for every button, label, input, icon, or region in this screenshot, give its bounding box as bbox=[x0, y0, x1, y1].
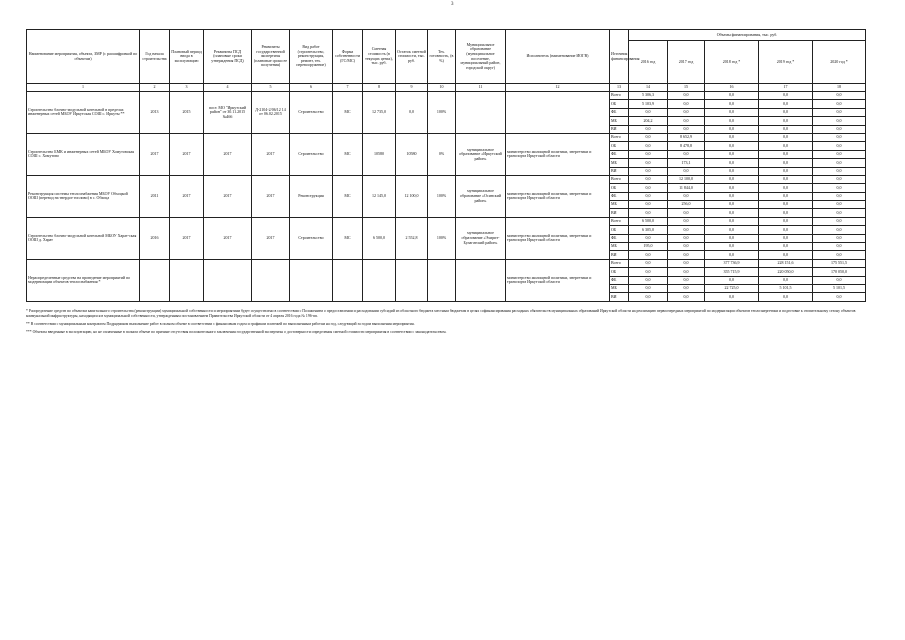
funding-value: 0,0 bbox=[668, 117, 705, 125]
header-fin-source: Источник финансирования bbox=[610, 30, 629, 84]
funding-value: 5 101,5 bbox=[759, 284, 813, 292]
funding-value: 0,0 bbox=[629, 276, 668, 284]
funding-value: 0,0 bbox=[668, 243, 705, 251]
header-year-2017: 2017 год bbox=[668, 41, 705, 84]
funding-value: 0,0 bbox=[668, 226, 705, 234]
investment-program-table bbox=[26, 29, 866, 302]
funding-value: 0,0 bbox=[668, 100, 705, 108]
funding-value: 0,0 bbox=[705, 243, 759, 251]
funding-value: 0,0 bbox=[668, 150, 705, 158]
row-start-year: 2017 bbox=[140, 133, 170, 175]
row-name: Строительство блочно-модульной котельной в пределах инженерных сетей МБОУ Иркутская СОШ с. Иркуты ** bbox=[27, 92, 140, 134]
funding-value: 0,0 bbox=[668, 192, 705, 200]
funding-value: 22 725,0 bbox=[705, 284, 759, 292]
funding-value: 0,0 bbox=[668, 276, 705, 284]
funding-value: 0,0 bbox=[759, 100, 813, 108]
source-label: Всего bbox=[610, 217, 629, 225]
row-remaining-cost bbox=[396, 259, 428, 301]
funding-value: 0,0 bbox=[668, 259, 705, 267]
funding-value: 0,0 bbox=[705, 184, 759, 192]
funding-value: 0,0 bbox=[629, 192, 668, 200]
col-num: 13 bbox=[610, 84, 629, 92]
funding-value: 0,0 bbox=[668, 209, 705, 217]
funding-value: 0,0 bbox=[759, 159, 813, 167]
source-label: МБ bbox=[610, 201, 629, 209]
funding-value: 0,0 bbox=[813, 175, 866, 183]
funding-value: 0,0 bbox=[705, 192, 759, 200]
funding-value: 0,0 bbox=[813, 150, 866, 158]
funding-value: 0,0 bbox=[668, 167, 705, 175]
row-psd: 2017 bbox=[204, 133, 252, 175]
funding-value: 0,0 bbox=[668, 284, 705, 292]
funding-value: 0,0 bbox=[668, 92, 705, 100]
footnotes bbox=[26, 309, 866, 339]
funding-value: 0,0 bbox=[705, 117, 759, 125]
source-label: ВИ bbox=[610, 293, 629, 301]
funding-value: 0,0 bbox=[629, 108, 668, 116]
row-commission-year: 2017 bbox=[170, 175, 204, 217]
funding-value: 0,0 bbox=[668, 217, 705, 225]
row-expertise: Д-2104-2/06/12 14 от 06.02.2015 bbox=[252, 92, 290, 134]
funding-value: 173,1 bbox=[668, 159, 705, 167]
funding-value: 0,0 bbox=[668, 108, 705, 116]
funding-value: 0,0 bbox=[668, 251, 705, 259]
row-commission-year: 2017 bbox=[170, 217, 204, 259]
source-label: ВИ bbox=[610, 167, 629, 175]
funding-value: 0,0 bbox=[759, 150, 813, 158]
row-ownership: МС bbox=[333, 217, 363, 259]
funding-value: 0,0 bbox=[629, 125, 668, 133]
row-readiness bbox=[428, 259, 456, 301]
col-num: 16 bbox=[705, 84, 759, 92]
source-label: МБ bbox=[610, 117, 629, 125]
funding-value: 5 101,5 bbox=[813, 284, 866, 292]
row-ownership: МС bbox=[333, 133, 363, 175]
funding-value: 0,0 bbox=[705, 209, 759, 217]
col-num: 5 bbox=[252, 84, 290, 92]
funding-value: 0,0 bbox=[705, 100, 759, 108]
row-estimate-cost: 10580 bbox=[363, 133, 396, 175]
row-ownership bbox=[333, 259, 363, 301]
funding-value: 0,0 bbox=[668, 293, 705, 301]
header-year-2018: 2018 год * bbox=[705, 41, 759, 84]
row-work-type: Строительство bbox=[290, 92, 333, 134]
row-estimate-cost: 6 500,0 bbox=[363, 217, 396, 259]
col-num: 4 bbox=[204, 84, 252, 92]
funding-value: 0,0 bbox=[629, 293, 668, 301]
row-municipality: муниципальное образование «Иркутский район» bbox=[456, 133, 506, 175]
funding-value: 0,0 bbox=[813, 92, 866, 100]
funding-value: 0,0 bbox=[813, 243, 866, 251]
header-psd: Реквизиты ПСД (плановые сроки утверждения ПСД) bbox=[204, 30, 252, 84]
funding-value: 0,0 bbox=[813, 133, 866, 141]
funding-value: 0,0 bbox=[813, 209, 866, 217]
header-remaining-cost: Остаток сметной стоимости, тыс. руб. bbox=[396, 30, 428, 84]
source-label: ФБ bbox=[610, 192, 629, 200]
row-work-type: Строительство bbox=[290, 217, 333, 259]
row-name: Нераспределенные средства на проведение мероприятий по модернизации объектов теплоснабжения * bbox=[27, 259, 140, 301]
funding-value: 8 478,8 bbox=[668, 142, 705, 150]
col-num: 2 bbox=[140, 84, 170, 92]
funding-value: 0,0 bbox=[629, 150, 668, 158]
funding-value: 256,0 bbox=[668, 201, 705, 209]
funding-value: 0,0 bbox=[705, 175, 759, 183]
funding-value: 0,0 bbox=[629, 284, 668, 292]
funding-value: 0,0 bbox=[629, 268, 668, 276]
funding-value: 220 050,0 bbox=[759, 268, 813, 276]
header-work-type: Вид работ (строительство, реконструкция, ремонт, тех. перевооружение) bbox=[290, 30, 333, 84]
row-municipality bbox=[456, 92, 506, 134]
funding-value: 0,0 bbox=[813, 276, 866, 284]
funding-value: 0,0 bbox=[759, 92, 813, 100]
header-developer: Исполнитель (наименование ИОГВ) bbox=[506, 30, 610, 84]
funding-value: 0,0 bbox=[705, 201, 759, 209]
row-psd: 2017 bbox=[204, 175, 252, 217]
header-year-2020: 2020 год * bbox=[813, 41, 866, 84]
funding-value: 0,0 bbox=[759, 276, 813, 284]
row-readiness: 100% bbox=[428, 217, 456, 259]
funding-value: 0,0 bbox=[705, 276, 759, 284]
funding-value: 0,0 bbox=[705, 217, 759, 225]
row-start-year: 2016 bbox=[140, 217, 170, 259]
row-expertise: 2017 bbox=[252, 175, 290, 217]
row-readiness: 100% bbox=[428, 92, 456, 134]
row-expertise: 2017 bbox=[252, 133, 290, 175]
source-label: Всего bbox=[610, 175, 629, 183]
footnote: * Распределение средств по объектам капитального строительства (реконструкции) муниципальной собственности и мероприятиям будет осуществлено в соответствии с Положением о предоставлении и расходовании субсидий из областного бюджета местным бюджетам в целях софинансирования расходных обязательств муниципальных образований Иркутской области на реализацию первоочередных мероприятий по модернизации объектов теплоэнергетики и подготовке к отопительному сезону объектов коммунальной инфраструктуры, находящихся в муниципальной собственности, утвержденным постановлением Правительства Иркутской области от 4 апреля 2016 года № 196-пп. bbox=[26, 309, 856, 319]
funding-value: 0,0 bbox=[629, 259, 668, 267]
funding-value: 0,0 bbox=[629, 184, 668, 192]
funding-value: 0,0 bbox=[813, 226, 866, 234]
funding-value: 5 306,3 bbox=[629, 92, 668, 100]
funding-value: 0,0 bbox=[705, 167, 759, 175]
funding-value: 0,0 bbox=[759, 133, 813, 141]
col-num: 10 bbox=[428, 84, 456, 92]
header-year-2019: 2019 год * bbox=[759, 41, 813, 84]
row-work-type bbox=[290, 259, 333, 301]
source-label: ФБ bbox=[610, 150, 629, 158]
row-municipality: муниципальное образование «Осинский район» bbox=[456, 175, 506, 217]
page-number: 3 bbox=[451, 2, 454, 7]
footnote: ** В соответствии с муниципальным контрактом Подрядчиком выполнение работ в полном объеме в соответствии с финансовым годом и графиком платежей по выполненным работам на год, следующий за годом выполнения мероприятия. bbox=[26, 322, 415, 327]
col-num: 12 bbox=[506, 84, 610, 92]
footnote: *** Объекты введенные в эксплуатацию, но не оплаченные в полном объеме по причине отсутствия положительного заключения государственной экспертизы о достоверности определения сметной стоимости мероприятия в соответствии с законодательством. bbox=[26, 330, 447, 335]
funding-value: 0,0 bbox=[813, 167, 866, 175]
funding-value: 0,0 bbox=[813, 234, 866, 242]
funding-value: 0,0 bbox=[668, 234, 705, 242]
row-start-year bbox=[140, 259, 170, 301]
funding-value: 0,0 bbox=[668, 268, 705, 276]
source-label: ОБ bbox=[610, 142, 629, 150]
source-label: ОБ bbox=[610, 100, 629, 108]
funding-value: 0,0 bbox=[705, 234, 759, 242]
funding-value: 0,0 bbox=[705, 125, 759, 133]
table-row bbox=[27, 133, 866, 141]
funding-value: 0,0 bbox=[759, 251, 813, 259]
funding-value: 0,0 bbox=[813, 201, 866, 209]
col-num: 17 bbox=[759, 84, 813, 92]
table-row bbox=[27, 259, 866, 267]
funding-value: 0,0 bbox=[705, 92, 759, 100]
funding-value: 0,0 bbox=[705, 226, 759, 234]
row-ownership: МС bbox=[333, 175, 363, 217]
col-num: 9 bbox=[396, 84, 428, 92]
row-readiness: 0% bbox=[428, 133, 456, 175]
header-ownership: Форма собственности (ГС/МС) bbox=[333, 30, 363, 84]
funding-value: 0,0 bbox=[813, 100, 866, 108]
row-remaining-cost: 10580 bbox=[396, 133, 428, 175]
row-remaining-cost: 2 552,8 bbox=[396, 217, 428, 259]
funding-value: 204,2 bbox=[629, 117, 668, 125]
funding-value: 228 151,6 bbox=[759, 259, 813, 267]
row-developer: министерство жилищной политики, энергетики и транспорта Иркутской области bbox=[506, 175, 610, 217]
col-num: 14 bbox=[629, 84, 668, 92]
col-num: 18 bbox=[813, 84, 866, 92]
funding-value: 0,0 bbox=[759, 175, 813, 183]
header-expertise: Реквизиты государственной экспертизы (плановые сроки ее получения) bbox=[252, 30, 290, 84]
header-name: Наименование мероприятия, объекта, ЗМР (с расшифровкой по объектам) bbox=[27, 30, 140, 84]
funding-value: 0,0 bbox=[759, 209, 813, 217]
row-readiness: 100% bbox=[428, 175, 456, 217]
source-label: Всего bbox=[610, 259, 629, 267]
funding-value: 6 305,0 bbox=[629, 226, 668, 234]
funding-value: 0,0 bbox=[668, 125, 705, 133]
funding-value: 0,0 bbox=[759, 184, 813, 192]
funding-value: 0,0 bbox=[629, 234, 668, 242]
funding-value: 0,0 bbox=[759, 142, 813, 150]
source-label: ВИ bbox=[610, 125, 629, 133]
row-psd: 2017 bbox=[204, 217, 252, 259]
source-label: ВИ bbox=[610, 251, 629, 259]
column-number-row bbox=[27, 84, 866, 92]
table-row bbox=[27, 175, 866, 183]
header-start-year: Год начала строительства bbox=[140, 30, 170, 84]
row-work-type: Строительство bbox=[290, 133, 333, 175]
row-name: Строительство блочно-модульной котельной МБОУ Харат-ская ООШ д. Харат bbox=[27, 217, 140, 259]
source-label: ФБ bbox=[610, 108, 629, 116]
row-commission-year bbox=[170, 259, 204, 301]
source-label: Всего bbox=[610, 92, 629, 100]
funding-value: 0,0 bbox=[629, 167, 668, 175]
row-remaining-cost: 0,0 bbox=[396, 92, 428, 134]
source-label: ВИ bbox=[610, 209, 629, 217]
funding-value: 170 050,0 bbox=[813, 268, 866, 276]
row-start-year: 2011 bbox=[140, 175, 170, 217]
row-commission-year: 2017 bbox=[170, 133, 204, 175]
header-year-2016: 2016 год bbox=[629, 41, 668, 84]
funding-value: 0,0 bbox=[813, 192, 866, 200]
source-label: ФБ bbox=[610, 276, 629, 284]
funding-value: 0,0 bbox=[813, 117, 866, 125]
funding-value: 8 652,9 bbox=[668, 133, 705, 141]
row-ownership: МС bbox=[333, 92, 363, 134]
col-num: 8 bbox=[363, 84, 396, 92]
funding-value: 0,0 bbox=[759, 201, 813, 209]
funding-value: 0,0 bbox=[629, 133, 668, 141]
col-num: 15 bbox=[668, 84, 705, 92]
row-psd bbox=[204, 259, 252, 301]
col-num: 7 bbox=[333, 84, 363, 92]
header-readiness: Тех. готовность, (в %) bbox=[428, 30, 456, 84]
funding-value: 0,0 bbox=[705, 142, 759, 150]
row-name: Реконструкция системы теплоснабжения МБОУ Обхоцкой ООШ (перевод на твердое топливо) в с. Обхоца bbox=[27, 175, 140, 217]
funding-value: 0,0 bbox=[629, 209, 668, 217]
funding-value: 6 500,0 bbox=[629, 217, 668, 225]
row-municipality: муниципальное образование «Эхирит-Булагатский район» bbox=[456, 217, 506, 259]
funding-value: 175 551,5 bbox=[813, 259, 866, 267]
funding-value: 0,0 bbox=[759, 192, 813, 200]
row-commission-year: 2015 bbox=[170, 92, 204, 134]
funding-value: 0,0 bbox=[629, 175, 668, 183]
funding-value: 0,0 bbox=[629, 251, 668, 259]
funding-value: 0,0 bbox=[813, 217, 866, 225]
source-label: МБ bbox=[610, 243, 629, 251]
table-row bbox=[27, 92, 866, 100]
funding-value: 0,0 bbox=[759, 108, 813, 116]
col-num: 1 bbox=[27, 84, 140, 92]
row-psd: пост. МО "Иркутский район" от 30.11.2015 №466 bbox=[204, 92, 252, 134]
row-work-type: Реконструкция bbox=[290, 175, 333, 217]
source-label: Всего bbox=[610, 133, 629, 141]
row-developer: министерство жилищной политики, энергетики и транспорта Иркутской области bbox=[506, 259, 610, 301]
funding-value: 0,0 bbox=[705, 251, 759, 259]
source-label: ФБ bbox=[610, 234, 629, 242]
funding-value: 11 844,0 bbox=[668, 184, 705, 192]
funding-value: 0,0 bbox=[705, 150, 759, 158]
funding-value: 0,0 bbox=[759, 234, 813, 242]
row-expertise: 2017 bbox=[252, 217, 290, 259]
row-developer bbox=[506, 92, 610, 134]
table-row bbox=[27, 217, 866, 225]
funding-value: 0,0 bbox=[759, 217, 813, 225]
header-row-top bbox=[27, 30, 866, 41]
row-estimate-cost: 12 735,0 bbox=[363, 92, 396, 134]
funding-value: 0,0 bbox=[813, 142, 866, 150]
funding-value: 0,0 bbox=[705, 159, 759, 167]
funding-value: 355 715,9 bbox=[705, 268, 759, 276]
row-developer: министерство жилищной политики, энергетики и транспорта Иркутской области bbox=[506, 217, 610, 259]
funding-value: 0,0 bbox=[759, 226, 813, 234]
source-label: ОБ bbox=[610, 226, 629, 234]
funding-value: 195,0 bbox=[629, 243, 668, 251]
col-num: 3 bbox=[170, 84, 204, 92]
funding-value: 12 100,0 bbox=[668, 175, 705, 183]
funding-value: 0,0 bbox=[705, 293, 759, 301]
header-funding-group: Объемы финансирования, тыс. руб. bbox=[629, 30, 866, 41]
row-estimate-cost bbox=[363, 259, 396, 301]
header-estimate-cost: Сметная стоимость (в текущих ценах), тыс. руб. bbox=[363, 30, 396, 84]
funding-value: 0,0 bbox=[705, 108, 759, 116]
table-body bbox=[27, 92, 866, 302]
col-num: 6 bbox=[290, 84, 333, 92]
source-label: ОБ bbox=[610, 184, 629, 192]
row-developer: министерство жилищной политики, энергетики и транспорта Иркутской области bbox=[506, 133, 610, 175]
funding-value: 0,0 bbox=[813, 293, 866, 301]
funding-value: 0,0 bbox=[759, 125, 813, 133]
funding-value: 0,0 bbox=[813, 184, 866, 192]
source-label: МБ bbox=[610, 284, 629, 292]
funding-value: 0,0 bbox=[813, 125, 866, 133]
row-remaining-cost: 12 100,0 bbox=[396, 175, 428, 217]
row-municipality bbox=[456, 259, 506, 301]
row-estimate-cost: 12 145,0 bbox=[363, 175, 396, 217]
funding-value: 0,0 bbox=[629, 159, 668, 167]
source-label: МБ bbox=[610, 159, 629, 167]
source-label: ОБ bbox=[610, 268, 629, 276]
row-start-year: 2013 bbox=[140, 92, 170, 134]
row-name: Строительство БМК и инженерных сетей МБОУ Хомутовская СОШ с. Хомутово bbox=[27, 133, 140, 175]
funding-value: 0,0 bbox=[813, 251, 866, 259]
funding-value: 0,0 bbox=[629, 142, 668, 150]
row-expertise bbox=[252, 259, 290, 301]
funding-value: 0,0 bbox=[759, 243, 813, 251]
funding-value: 5 103,9 bbox=[629, 100, 668, 108]
header-commission-year: Плановый период ввода в эксплуатацию bbox=[170, 30, 204, 84]
funding-value: 377 736,9 bbox=[705, 259, 759, 267]
funding-value: 0,0 bbox=[813, 108, 866, 116]
funding-value: 0,0 bbox=[759, 117, 813, 125]
header-municipality: Муниципальное образование (муниципальное поселение, муниципальный район, городской округ) bbox=[456, 30, 506, 84]
funding-value: 0,0 bbox=[759, 293, 813, 301]
funding-value: 0,0 bbox=[813, 159, 866, 167]
col-num: 11 bbox=[456, 84, 506, 92]
funding-value: 0,0 bbox=[759, 167, 813, 175]
funding-value: 0,0 bbox=[705, 133, 759, 141]
funding-value: 0,0 bbox=[629, 201, 668, 209]
